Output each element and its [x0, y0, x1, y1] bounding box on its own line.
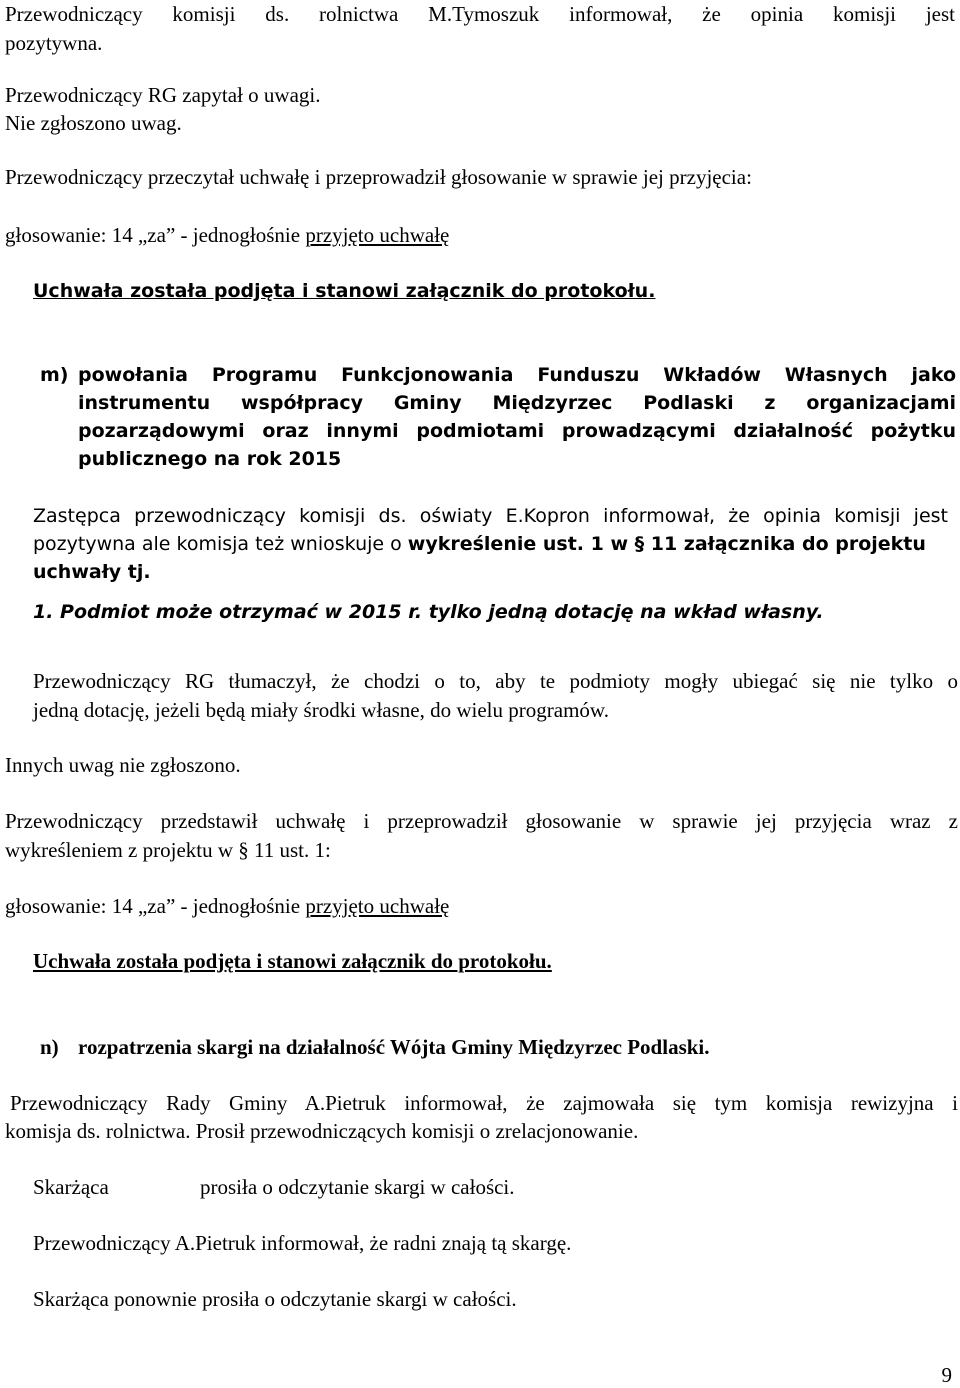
paragraph-line: pozytywna.	[5, 31, 103, 55]
item-marker: m)	[40, 364, 69, 386]
paragraph-line: Przewodniczący przeczytał uchwałę i przeprowadził głosowanie w sprawie jej przyjęcia:	[5, 165, 752, 189]
paragraph-line: komisja ds. rolnictwa. Prosił przewodniczących komisji o zrelacjonowanie.	[5, 1119, 639, 1143]
paragraph-line: jedną dotację, jeżeli będą miały środki własne, do wielu programów.	[33, 698, 609, 722]
vote-line	[5, 225, 449, 246]
emphasis-text: wykreślenie ust. 1 w § 11 załącznika do projektu	[407, 533, 926, 555]
paragraph-line: uchwały tj.	[33, 561, 151, 583]
vote-result: przyjęto uchwałę	[305, 223, 450, 247]
paragraph-line: Skarżąca ponownie prosiła o odczytanie skargi w całości.	[33, 1287, 517, 1311]
paragraph-line: Nie zgłoszono uwag.	[5, 111, 182, 135]
vote-text: głosowanie: 14 „za” - jednogłośnie	[5, 894, 306, 918]
quoted-provision: 1. Podmiot może otrzymać w 2015 r. tylko jedną dotację na wkład własny.	[33, 601, 824, 623]
paragraph-line: Zastępca przewodniczący komisji ds. oświaty E.Kopron informował, że opinia komisji jest	[33, 505, 948, 527]
item-heading-line: instrumentu współpracy Gminy Międzyrzec Podlaski z organizacjami	[78, 392, 956, 414]
paragraph-line	[33, 535, 926, 554]
paragraph-line: wykreśleniem z projektu w § 11 ust. 1:	[5, 838, 331, 862]
vote-line	[5, 896, 449, 917]
paragraph-line: Przewodniczący Rady Gminy A.Pietruk informował, że zajmowała się tym komisja rewizyjna i	[10, 1091, 958, 1115]
paragraph-line: Przewodniczący RG zapytał o uwagi.	[5, 83, 321, 107]
paragraph-line: Przewodniczący przedstawił uchwałę i przeprowadził głosowanie w sprawie jej przyjęcia wraz z	[5, 809, 958, 833]
item-heading-line: rozpatrzenia skargi na działalność Wójta Gminy Międzyrzec Podlaski.	[78, 1035, 710, 1059]
item-heading-line: powołania Programu Funkcjonowania Funduszu Wkładów Własnych jako	[78, 364, 956, 386]
resolution-note: Uchwała została podjęta i stanowi załącznik do protokołu.	[33, 949, 552, 973]
paragraph-line: Przewodniczący RG tłumaczył, że chodzi o to, aby te podmioty mogły ubiegać się nie tylko o	[33, 669, 958, 693]
vote-result: przyjęto uchwałę	[305, 894, 450, 918]
paragraph-line: Przewodniczący komisji ds. rolnictwa M.Tymoszuk informował, że opinia komisji jest	[5, 2, 955, 26]
item-heading-line: pozarządowymi oraz innymi podmiotami prowadzącymi działalność pożytku	[78, 420, 956, 442]
paragraph-line: Innych uwag nie zgłoszono.	[5, 753, 241, 777]
paragraph-line: prosiła o odczytanie skargi w całości.	[200, 1175, 515, 1199]
item-heading-line: publicznego na rok 2015	[78, 448, 342, 470]
paragraph-line: Przewodniczący A.Pietruk informował, że radni znają tą skargę.	[33, 1231, 572, 1255]
paragraph-text: pozytywna ale komisja też wnioskuje o	[33, 533, 408, 555]
vote-text: głosowanie: 14 „za” - jednogłośnie	[5, 223, 306, 247]
speaker-label: Skarżąca	[33, 1175, 109, 1199]
item-marker: n)	[40, 1035, 59, 1059]
resolution-note: Uchwała została podjęta i stanowi załącznik do protokołu.	[33, 280, 656, 302]
page-number: 9	[941, 1363, 952, 1387]
